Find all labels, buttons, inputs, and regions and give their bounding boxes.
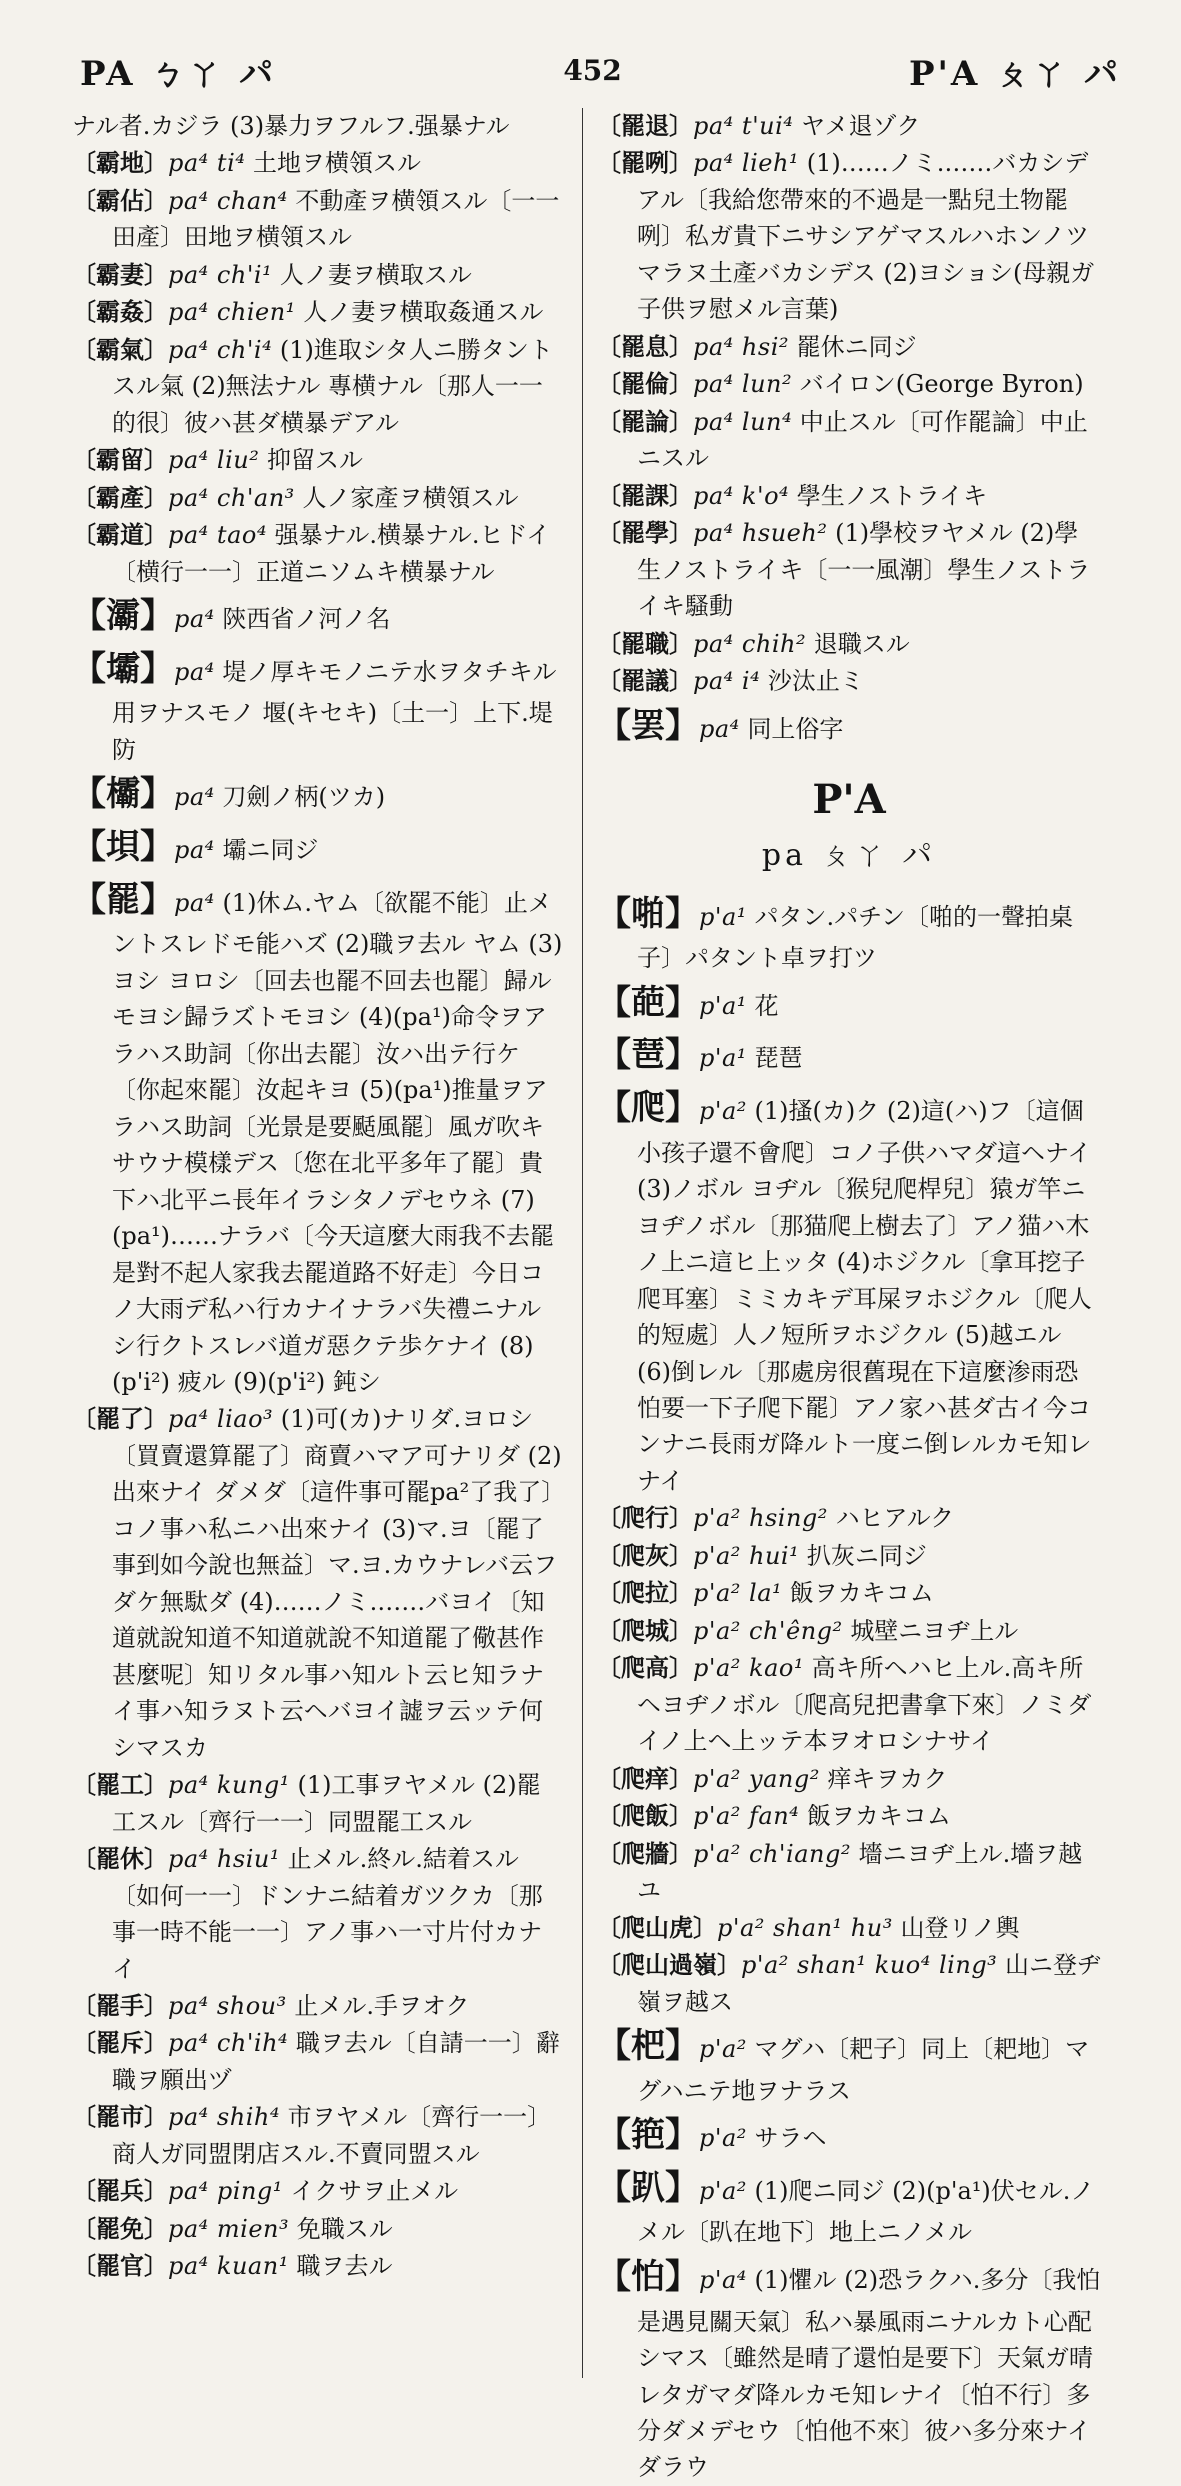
entry-headword: 〔罷倫〕	[597, 369, 693, 399]
entry-definition: マグハ〔耙子〕同上〔耙地〕マグハニテ地ヲナラス	[637, 2034, 1090, 2105]
entry-definition: 山登リノ輿	[900, 1913, 1020, 1942]
entry-headword: 【趴】	[597, 2167, 699, 2208]
entry-definition: 沙汰止ミ	[767, 667, 864, 696]
dictionary-entry	[597, 2163, 1101, 2251]
entry-romanization: pa⁴ ch'i⁴	[168, 335, 273, 364]
entry-headword: 【灞】	[72, 596, 174, 637]
entry-definition: 人ノ妻ヲ横取スル	[279, 260, 472, 289]
entry-headword: 〔霸氣〕	[72, 334, 168, 364]
entry-romanization: pa⁴ shou³	[168, 1991, 287, 2020]
entry-headword: 【欛】	[72, 774, 174, 815]
entry-definition: 同上俗字	[747, 714, 844, 743]
entry-headword: 〔罷學〕	[597, 518, 693, 548]
entry-romanization: pa⁴ kuan¹	[168, 2252, 289, 2281]
header-left: PA ㄅㄚ パ	[80, 53, 277, 94]
entry-definition: 花	[754, 991, 779, 1020]
dictionary-entry	[72, 875, 564, 1401]
entry-definition: ヤメ退ゾク	[801, 112, 921, 140]
dictionary-entry	[72, 2248, 564, 2284]
dictionary-entry	[597, 1650, 1101, 1759]
entry-headword: 〔罷斥〕	[72, 2028, 168, 2058]
entry-headword: 〔罷兵〕	[72, 2176, 168, 2206]
entry-definition: (1)學校ヲヤメル (2)學生ノストライキ〔一一風潮〕學生ノストライキ騷動	[637, 519, 1091, 621]
entry-headword: 〔罷息〕	[597, 331, 693, 361]
dictionary-entry	[597, 1761, 1101, 1797]
entry-definition: 土地ヲ横領スル	[253, 149, 422, 178]
entry-definition: 止メル.手ヲオク	[294, 1991, 470, 2020]
entry-headword: 〔爬城〕	[597, 1615, 693, 1645]
entry-definition: 琵琶	[754, 1044, 803, 1073]
dictionary-entry	[597, 329, 1101, 365]
entry-romanization: p'a² hui¹	[693, 1541, 800, 1570]
dictionary-entry	[72, 108, 564, 144]
entry-romanization: p'a² la¹	[693, 1579, 783, 1608]
entry-headword: 〔霸地〕	[72, 148, 168, 178]
entry-definition: (1)懼ル (2)恐ラクハ.多分〔我怕是遇見關天氣〕私ハ暴風雨ニナルカト心配シマス〔雖然是晴了還怕是要下〕天氣ガ晴レタガマダ降ルカモ知レナイ〔怕不行〕多分ダメデセウ〔怕他不來〕彼ハ多分來ナイダラウ	[637, 2265, 1101, 2482]
entry-romanization: pa⁴ hsi²	[693, 332, 789, 361]
dictionary-entry	[72, 183, 564, 256]
entry-definition: 强暴ナル.横暴ナル.ヒドイ〔横行一一〕正道ニソムキ横暴ナル	[112, 521, 551, 586]
entry-definition: 高キ所ヘハヒ上ル.高キ所ヘヨヂノボル〔爬高兒把書拿下來〕ノミダイノ上ヘ上ッテ本ヲオロシナサイ	[637, 1654, 1092, 1756]
entry-headword: 〔霸道〕	[72, 520, 168, 550]
entry-definition: 中止スル〔可作罷論〕中止ニスル	[637, 407, 1088, 473]
right-entries-pha	[597, 889, 1101, 2486]
entry-romanization: pa⁴ i⁴	[693, 667, 761, 696]
entry-romanization: pa⁴ t'ui⁴	[693, 112, 794, 140]
entry-headword: 〔霸產〕	[72, 482, 168, 512]
entry-definition: サラヘ	[754, 2124, 827, 2153]
dictionary-entry	[72, 257, 564, 293]
entry-romanization: pa⁴ tao⁴	[168, 521, 267, 550]
entry-headword: 〔罷了〕	[72, 1404, 168, 1434]
entry-romanization: pa⁴ ti⁴	[168, 149, 246, 178]
dictionary-entry	[597, 478, 1101, 514]
entry-headword: 〔霸佔〕	[72, 185, 168, 215]
entry-definition: (1)……ノミ.……バカシデアル〔我給您帶來的不過是一點兒土物罷咧〕私ガ貴下ニサシアゲマスルハホンノツマラヌ土產バカシデス (2)ヨショシ(母親ガ子供ヲ慰メル言葉)	[637, 149, 1095, 324]
dictionary-entry	[597, 1613, 1101, 1649]
entry-definition: (1)休ム.ヤム〔欲罷不能〕止メントスレドモ能ハズ (2)職ヲ去ル ヤム (3)ヨシ ヨロシ〔回去也罷不回去也罷〕歸ルモヨシ歸ラズトモヨシ (4)(pa¹)命令ヲアラハス助詞〔你出去罷〕汝ハ出テ行ケ〔你起來罷〕汝起キヨ (5)(pa¹)推量ヲアラハス助詞〔光景是要颳風罷〕風ガ吹キサウナ模樣デス〔您在北平多年了罷〕貴下ハ北平ニ長年イラシタノデセウネ (7)(pa¹)……ナラバ〔今天這麼大雨我不去罷是對不起人家我去罷道路不好走〕今日コノ大雨デ私ハ行カナイナラバ失禮ニナルシ行クトスレバ道ガ惡クテ歩ケナイ (8)(p'i²) 疲ル (9)(p'i²) 鈍シ	[112, 888, 563, 1397]
dictionary-entry	[597, 701, 1101, 753]
entry-definition: (1)可(カ)ナリダ.ヨロシ〔買賣還算罷了〕商賣ハマア可ナリダ (2)出來ナイ ダメダ〔這件事可罷pa²了我了〕コノ事ハ私ニハ出來ナイ (3)マ.ヨ〔罷了事到如今說也無益〕マ.ヨ.カウナレバ云フダケ無駄ダ (4)……ノミ.……バヨイ〔知道就說知道不知道就說不知道罷了儆甚作甚麼呢〕知リタル事ハ知ルト云ヒ知ラナイ事ハ知ラヌト云ヘバヨイ譃ヲ云ッテ何シマスカ	[112, 1405, 562, 1762]
entry-romanization: pa⁴ shih⁴	[168, 2103, 280, 2132]
dictionary-entry	[597, 515, 1101, 624]
entry-romanization: pa⁴	[699, 714, 740, 743]
entry-romanization: pa⁴ chih²	[693, 629, 807, 658]
entry-romanization: p'a² kao¹	[693, 1654, 804, 1683]
entry-definition: (1)爬ニ同ジ (2)(p'a¹)伏セル.ノメル〔趴在地下〕地上ニノメル	[637, 2176, 1095, 2247]
entry-romanization: pa⁴	[174, 783, 215, 812]
entry-romanization: p'a² ch'iang²	[693, 1839, 851, 1868]
entry-romanization: pa⁴ ch'an³	[168, 483, 295, 512]
entry-definition: 堤ノ厚キモノニテ水ヲタチキル用ヲナスモノ 堰(キセキ)〔土一〕上下.堤防	[112, 657, 557, 764]
entry-definition: 飯ヲカキコム	[806, 1802, 951, 1831]
entry-romanization: p'a² ch'êng²	[693, 1616, 843, 1645]
entry-headword: 【壩】	[72, 648, 174, 689]
dictionary-entry	[72, 769, 564, 821]
dictionary-entry	[72, 822, 564, 874]
entry-definition: 陝西省ノ河ノ名	[222, 605, 391, 634]
entry-headword: 〔罷職〕	[597, 628, 693, 658]
dictionary-entry	[597, 1538, 1101, 1574]
entry-romanization: p'a² yang²	[693, 1764, 820, 1793]
entry-definition: 痒キヲカク	[827, 1764, 948, 1793]
entry-headword: 〔霸姦〕	[72, 297, 168, 327]
entry-headword: 〔罷課〕	[597, 480, 693, 510]
dictionary-entry	[72, 2173, 564, 2209]
entry-headword: 〔爬飯〕	[597, 1801, 693, 1831]
entry-definition: 不動產ヲ横領スル〔一一田產〕田地ヲ横領スル	[112, 186, 560, 252]
dictionary-entry	[597, 2110, 1101, 2162]
entry-headword: 〔爬高〕	[597, 1653, 693, 1683]
dictionary-entry	[597, 1083, 1101, 1499]
dictionary-entry	[72, 294, 564, 330]
header-right: P'A ㄆㄚ パ	[908, 53, 1121, 94]
entry-definition: 山ニ登ヂ嶺ヲ越ス	[637, 1951, 1101, 2016]
entry-romanization: pa⁴ hsueh²	[693, 519, 828, 548]
entry-definition: 退職スル	[813, 629, 910, 658]
entry-romanization: pa⁴ ping¹	[168, 2177, 283, 2206]
right-column	[582, 108, 1101, 2482]
entry-definition: 飯ヲカキコム	[789, 1579, 934, 1608]
entry-romanization: pa⁴ k'o⁴	[693, 481, 790, 510]
entry-romanization: pa⁴ hsiu¹	[168, 1845, 280, 1874]
dictionary-entry	[72, 480, 564, 516]
dictionary-entry	[72, 1841, 564, 1987]
entry-headword: 【爬】	[597, 1088, 699, 1129]
dictionary-entry	[72, 2211, 564, 2247]
dictionary-entry	[72, 591, 564, 643]
entry-definition: 抑留スル	[267, 446, 363, 475]
dictionary-entry	[597, 978, 1101, 1030]
entry-headword: 【怕】	[597, 2256, 699, 2297]
left-column	[72, 108, 564, 2378]
dictionary-entry	[72, 1767, 564, 1840]
dictionary-entry	[597, 108, 1101, 144]
entry-definition: 罷休ニ同ジ	[796, 332, 917, 361]
entry-definition: 人ノ家產ヲ横領スル	[302, 483, 519, 512]
entry-headword: 〔霸妻〕	[72, 259, 168, 289]
entry-headword: 〔罷論〕	[597, 406, 693, 436]
entry-romanization: p'a²	[699, 2034, 747, 2063]
dictionary-entry	[597, 1910, 1101, 1946]
entry-definition: 墻ニヨヂ上ル.墻ヲ越ユ	[637, 1839, 1083, 1905]
entry-headword: 【啪】	[597, 893, 699, 934]
entry-romanization: pa⁴	[174, 888, 215, 917]
entry-definition: 職ヲ去ル	[296, 2252, 393, 2281]
entry-romanization: pa⁴ lun²	[693, 370, 793, 399]
entry-definition: ナル者.カジラ (3)暴力ヲフルフ.强暴ナル	[72, 112, 510, 140]
entry-definition: 壩ニ同ジ	[222, 836, 319, 865]
entry-romanization: p'a²	[699, 1097, 747, 1126]
entry-romanization: pa⁴	[174, 836, 215, 865]
dictionary-entry	[597, 1030, 1101, 1082]
dictionary-entry	[597, 1500, 1101, 1536]
entry-definition: (1)進取シタ人ニ勝タントスル氣 (2)無法ナル 專横ナル〔那人一一的很〕彼ハ甚ダ横暴デアル	[112, 335, 553, 437]
entry-headword: 【罷】	[72, 879, 174, 920]
entry-headword: 【杷】	[597, 2025, 699, 2066]
entry-headword: 〔爬牆〕	[597, 1838, 693, 1868]
entry-romanization: p'a² shan¹ hu³	[717, 1913, 893, 1942]
entry-romanization: pa⁴ ch'ih⁴	[168, 2029, 289, 2058]
right-entries-pa	[597, 108, 1101, 752]
dictionary-entry	[597, 889, 1101, 977]
dictionary-entry	[72, 2025, 564, 2098]
entry-definition: 刀劍ノ柄(ツカ)	[222, 783, 386, 812]
entry-headword: 〔罷工〕	[72, 1770, 168, 1800]
page-header	[80, 40, 1121, 100]
entry-definition: イクサヲ止メル	[290, 2177, 459, 2206]
entry-romanization: pa⁴	[174, 657, 215, 686]
entry-romanization: p'a¹	[699, 1044, 747, 1073]
entry-romanization: pa⁴ chien¹	[168, 298, 296, 327]
entry-definition: (1)工事ヲヤメル (2)罷工スル〔齊行一一〕同盟罷工スル	[112, 1771, 541, 1836]
entry-headword: 〔罷咧〕	[597, 148, 693, 178]
entry-definition: 止メル.終ル.結着スル〔如何一一〕ドンナニ結着ガツクカ〔那事一時不能一一〕アノ事ハ一寸片付カナイ	[112, 1845, 543, 1983]
entry-romanization: p'a²	[699, 2124, 747, 2153]
entry-headword: 〔爬痒〕	[597, 1763, 693, 1793]
entry-headword: 〔爬灰〕	[597, 1540, 693, 1570]
dictionary-entry	[597, 2021, 1101, 2109]
entry-definition: 城壁ニヨヂ上ル	[850, 1616, 1019, 1645]
dictionary-entry	[72, 517, 564, 590]
entry-romanization: pa⁴ liao³	[168, 1405, 274, 1434]
entry-headword: 〔罷議〕	[597, 666, 693, 696]
page-number: 452	[563, 53, 622, 87]
entry-definition: 扒灰ニ同ジ	[806, 1541, 927, 1570]
dictionary-entry	[72, 332, 564, 441]
dictionary-entry	[597, 145, 1101, 327]
entry-romanization: pa⁴	[174, 605, 215, 634]
entry-definition: (1)搔(カ)ク (2)這(ハ)フ〔這個小孩子還不會爬〕コノ子供ハマダ這ヘナイ (3)ノボル ヨヂル〔猴兒爬桿兒〕猿ガ竿ニヨヂノボル〔那猫爬上樹去了〕アノ猫ハ木ノ上ニ這ヒ上ッタ (4)ホジクル〔拿耳挖子爬耳塞〕ミミカキデ耳屎ヲホジクル〔爬人的短處〕人ノ短所ヲホジクル (5)越エル (6)倒レル〔那處房很舊現在下這麼渗雨恐怕要一下子爬下罷〕アノ家ハ甚ダ古イ今コンナニ長雨ガ降ルト一度ニ倒レルカモ知レナイ	[637, 1097, 1092, 1495]
dictionary-entry	[597, 1575, 1101, 1611]
entry-headword: 【琶】	[597, 1035, 699, 1076]
section-title: P'A	[812, 776, 886, 824]
entry-romanization: pa⁴ mien³	[168, 2214, 290, 2243]
section-subtitle: pa ㄆㄚ パ	[761, 837, 937, 873]
dictionary-entry	[597, 626, 1101, 662]
entry-headword: 【筢】	[597, 2115, 699, 2156]
entry-romanization: pa⁴ liu²	[168, 446, 260, 475]
dictionary-entry	[597, 663, 1101, 699]
dictionary-entry	[597, 404, 1101, 477]
entry-definition: 免職スル	[296, 2214, 393, 2243]
dictionary-entry	[597, 1798, 1101, 1834]
entry-headword: 〔爬山虎〕	[597, 1912, 717, 1942]
entry-romanization: p'a⁴	[699, 2265, 747, 2294]
entry-headword: 【葩】	[597, 982, 699, 1023]
dictionary-entry	[72, 2099, 564, 2172]
entry-headword: 〔罷休〕	[72, 1844, 168, 1874]
entry-headword: 【罢】	[597, 705, 699, 746]
entry-headword: 〔爬拉〕	[597, 1578, 693, 1608]
entry-romanization: p'a¹	[699, 902, 747, 931]
entry-romanization: pa⁴ chan⁴	[168, 186, 288, 215]
dictionary-entry	[72, 644, 564, 769]
entry-headword: 〔罷手〕	[72, 1990, 168, 2020]
entry-romanization: p'a² hsing²	[693, 1504, 828, 1533]
entry-definition: 學生ノストライキ	[796, 481, 988, 510]
entry-headword: 〔罷免〕	[72, 2213, 168, 2243]
entry-definition: 職ヲ去ル〔自請一一〕辭職ヲ願出ヅ	[112, 2029, 560, 2094]
entry-romanization: p'a² fan⁴	[693, 1802, 800, 1831]
entry-headword: 〔爬山過嶺〕	[597, 1950, 741, 1980]
dictionary-entry	[597, 1836, 1101, 1909]
entry-headword: 〔爬行〕	[597, 1503, 693, 1533]
entry-definition: バイロン(George Byron)	[799, 370, 1084, 399]
entry-definition: 市ヲヤメル〔齊行一一〕商人ガ同盟閉店スル.不賣同盟スル	[112, 2103, 552, 2168]
entry-romanization: pa⁴ lieh¹	[693, 149, 800, 178]
dictionary-entry	[597, 2252, 1101, 2486]
entry-definition: ハヒアルク	[835, 1504, 955, 1533]
dictionary-entry	[597, 366, 1101, 402]
entry-romanization: p'a²	[699, 2176, 747, 2205]
dictionary-entry	[72, 1988, 564, 2024]
entry-romanization: p'a¹	[699, 991, 747, 1020]
dictionary-entry	[72, 145, 564, 181]
dictionary-entry	[72, 442, 564, 478]
entry-romanization: p'a² shan¹ kuo⁴ ling³	[741, 1951, 998, 1980]
dictionary-entry	[72, 1401, 564, 1766]
entry-headword: 〔霸留〕	[72, 445, 168, 475]
dictionary-entry	[597, 1947, 1101, 2020]
entry-headword: 〔罷市〕	[72, 2102, 168, 2132]
entry-romanization: pa⁴ kung¹	[168, 1771, 290, 1800]
entry-headword: 〔罷官〕	[72, 2251, 168, 2281]
entry-definition: パタン.パチン〔啪的一聲拍桌子〕パタント卓ヲ打ツ	[637, 902, 1073, 973]
entry-romanization: pa⁴ lun⁴	[693, 407, 793, 436]
entry-headword: 【垻】	[72, 827, 174, 868]
entry-definition: 人ノ妻ヲ横取姦通スル	[303, 298, 544, 327]
entry-headword: 〔罷退〕	[597, 111, 693, 140]
entry-romanization: pa⁴ ch'i¹	[168, 260, 273, 289]
